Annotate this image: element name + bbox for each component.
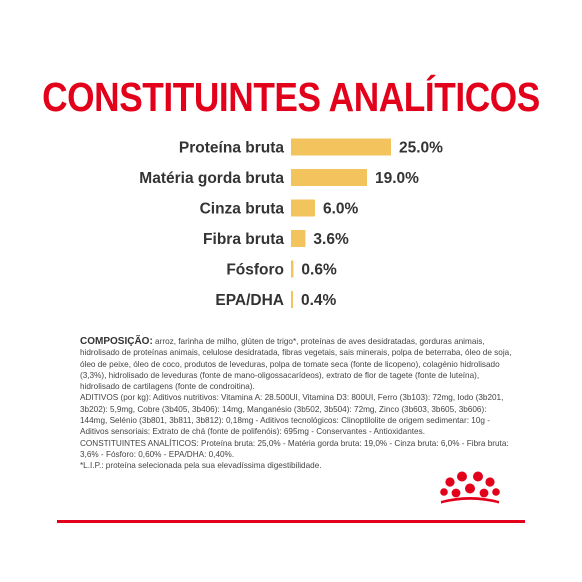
- analytical-paragraph: CONSTITUINTES ANALÍTICOS: Proteína bruta: 25,0% - Matéria gorda bruta: 19,0% - Cinza bruta: 6,0% - Fibra bruta: 3,6% - Fósforo: 0,60% - EPA/DHA: 0,40%.: [80, 438, 509, 459]
- bar: [291, 169, 367, 186]
- composition-heading: COMPOSIÇÃO:: [80, 336, 153, 347]
- category-label: EPA/DHA: [215, 292, 284, 309]
- value-label: 0.4%: [301, 292, 337, 309]
- category-label: Fibra bruta: [203, 231, 284, 248]
- bar: [291, 139, 391, 156]
- lip-note: *L.I.P.: proteína selecionada pela sua elevadíssima digestibilidade.: [80, 461, 322, 471]
- composition-paragraph: [80, 336, 516, 392]
- category-label: Proteína bruta: [178, 139, 284, 157]
- value-label: 19.0%: [375, 170, 419, 187]
- value-label: 6.0%: [323, 200, 359, 218]
- additives-paragraph: ADITIVOS (por kg): Aditivos nutritivos: Vitamina A: 28.500UI, Vitamina D3: 800UI, Ferro (3b103): 72mg, Iodo (3b201, 3b202): 5,9mg, Cobre (3b405, 3b406): 14mg, Manganésio (3b502, 3b504): 72mg, Zinco (3b603, 3b605, 3b606): 144mg, Selénio (3b801, 3b811, 3b812): 0,18mg - Aditivos tecnológicos: Clinoptilolite de origem sedimentar: 10g - Aditivos sensoriais: Extrato de chá (fonte de polifenóis): 695mg - Conservantes - Antioxidantes.: [80, 393, 504, 437]
- bar: [291, 291, 293, 308]
- bar: [291, 200, 315, 217]
- page-title: CONSTITUINTES ANALÍTICOS: [42, 74, 540, 120]
- bar: [291, 230, 305, 247]
- category-label: Matéria gorda bruta: [139, 170, 284, 187]
- category-label: Cinza bruta: [199, 200, 284, 218]
- composition-text: arroz, farinha de milho, glúten de trigo*, proteínas de aves desidratadas, gorduras animais, hidrolisado de proteínas animais, celulose desidratada, fibras vegetais, sais minerais, polpa de beterraba, óleo de soja, óleo de peixe, óleo de coco, produtos de leveduras, polpa de tomate seca (fonte de licopeno), colagénio hidrolisado (3,3%), hidrolisado de leveduras (fonte de mano-oligossacarídeos), extrato de flor de tagete (fonte de luteína), hidrolisado de cartilagens (fonte de condroitina).: [80, 337, 512, 392]
- value-label: 25.0%: [399, 139, 443, 157]
- royal-canin-crown-icon: [438, 470, 504, 506]
- value-label: 0.6%: [301, 261, 337, 279]
- composition-block: [80, 336, 516, 472]
- constituents-bar-chart: [0, 128, 582, 318]
- bottom-divider: [57, 520, 525, 523]
- bar: [291, 261, 293, 278]
- category-label: Fósforo: [226, 261, 284, 279]
- value-label: 3.6%: [313, 231, 349, 248]
